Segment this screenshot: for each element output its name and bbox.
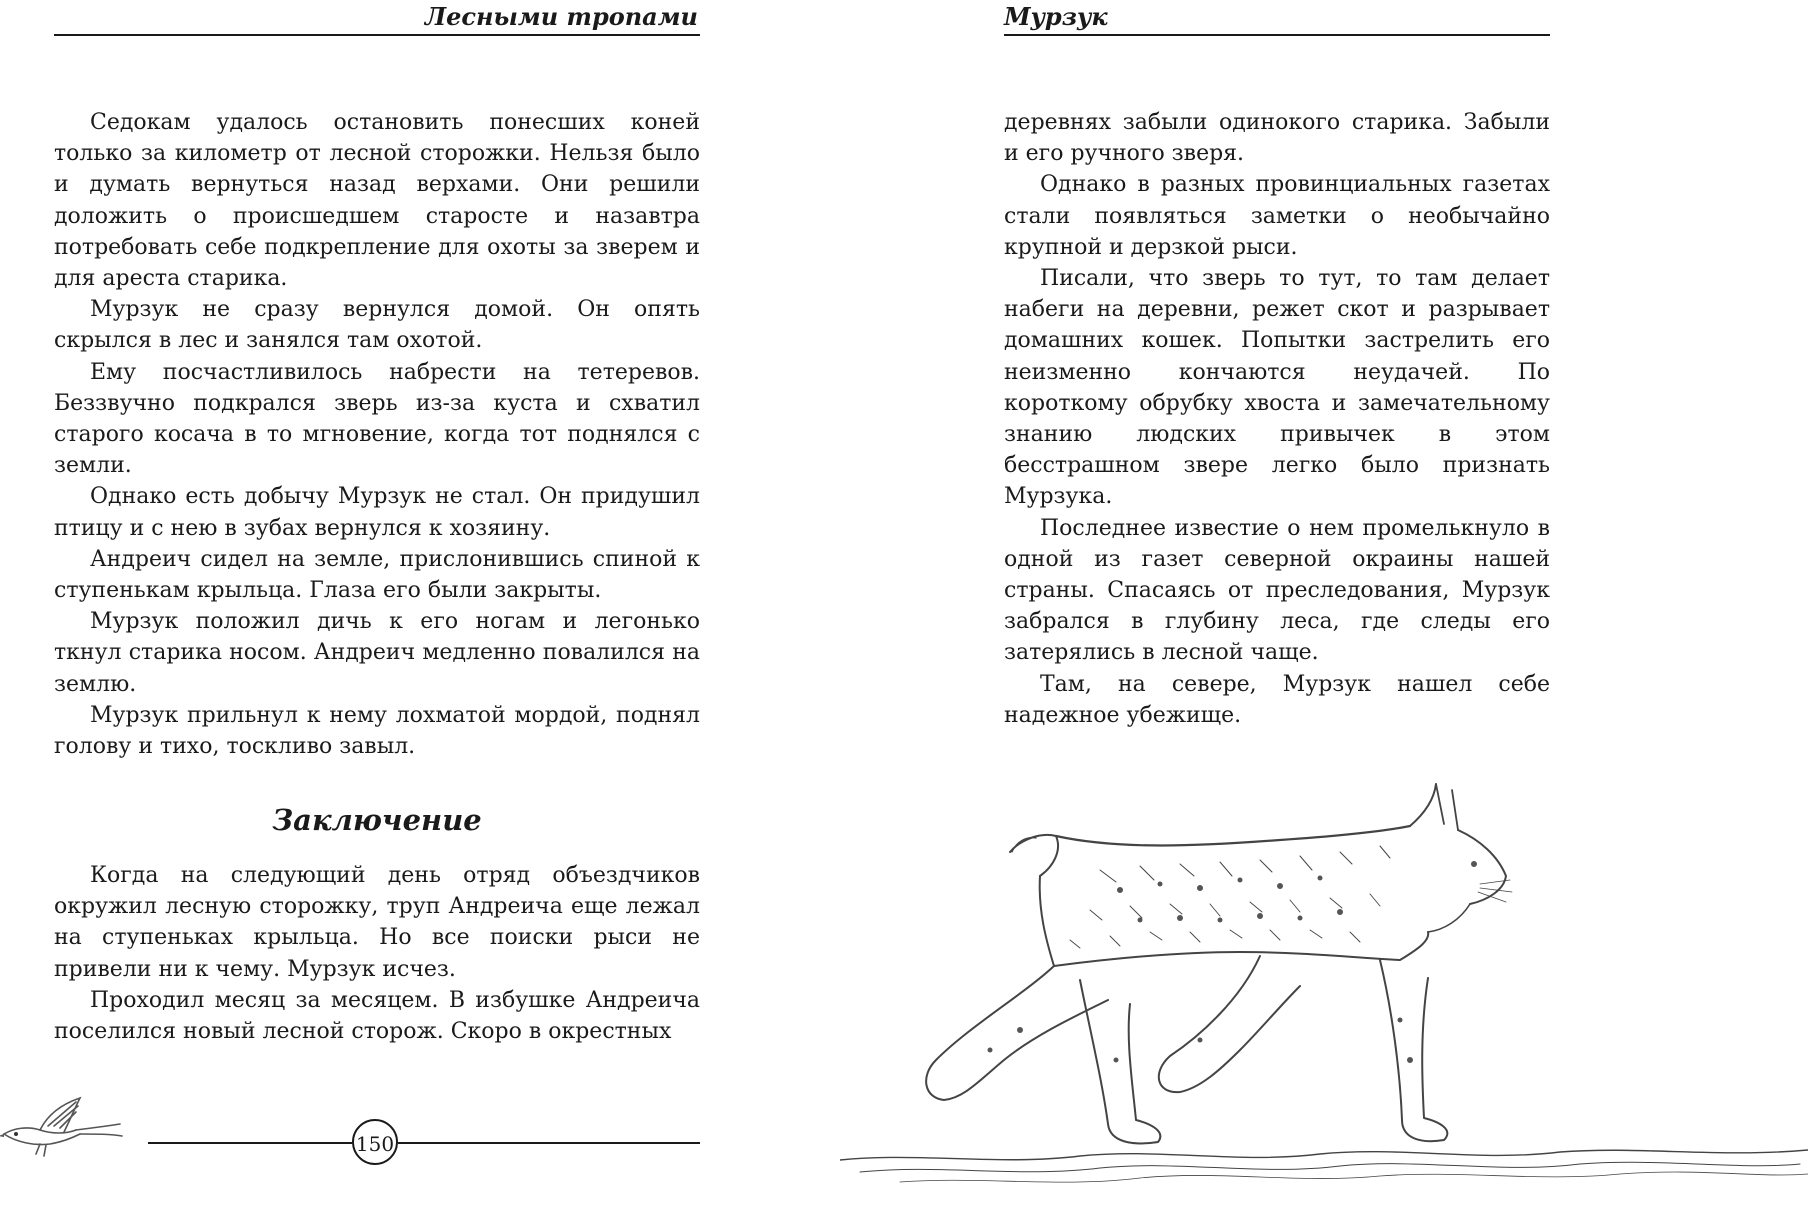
paragraph: Последнее известие о нем промелькнуло в одной из газет северной окраины нашей страны. Спасаясь от преследования, Мурзук забрался в глубину леса, где следы его затерялись в лесной чаще. bbox=[1004, 515, 1550, 666]
paragraph: Мурзук прильнул к нему лохматой мордой, поднял голову и тихо, тоскливо завыл. bbox=[54, 702, 700, 760]
paragraph: Когда на следующий день отряд объездчиков окружил лесную сторожку, труп Андреича еще лежал на ступеньках крыльца. Но все поиски рыси не привели ни к чему. Мурзук исчез. bbox=[54, 863, 700, 982]
right-text-column bbox=[1004, 107, 1550, 731]
section-title: Заключение bbox=[272, 803, 482, 837]
lynx-eye-icon bbox=[1471, 861, 1477, 867]
lynx-illustration bbox=[840, 780, 1808, 1208]
paragraph-continuation: деревнях забыли одинокого старика. Забыли и его ручного зверя. bbox=[1004, 110, 1550, 167]
paragraph: Писали, что зверь то тут, то там делает набеги на деревни, режет скот и разрывает домашних кошек. Попытки застрелить его неизменно кончаются неудачей. По короткому обрубку хвоста и замечательному знанию людских привычек в этом бесстрашном звере легко было признать Мурзука. bbox=[1004, 266, 1550, 510]
paragraph: Мурзук не сразу вернулся домой. Он опять скрылся в лес и занялся там охотой. bbox=[54, 297, 700, 354]
paragraph: Андреич сидел на земле, прислонившись спиной к ступенькам крыльца. Глаза его были закрыты. bbox=[54, 546, 700, 604]
paragraph: Мурзук положил дичь к его ногам и легонько ткнул старика носом. Андреич медленно повалился на землю. bbox=[54, 609, 700, 697]
header-rule bbox=[1004, 34, 1550, 36]
left-text-column bbox=[54, 107, 700, 762]
paragraph: Однако есть добычу Мурзук не стал. Он придушил птицу и с нею в зубах вернулся к хозяину. bbox=[54, 484, 700, 541]
header-rule bbox=[54, 34, 700, 36]
paragraph: Однако в разных провинциальных газетах стали появляться заметки о необычайно крупной и дерзкой рыси. bbox=[1004, 172, 1550, 260]
paragraph: Проходил месяц за месяцем. В избушке Андреича поселился новый лесной сторож. Скоро в окрестных bbox=[54, 987, 700, 1045]
footer-rule bbox=[148, 1142, 352, 1144]
paragraph: Ему посчастливилось набрести на тетеревов. Беззвучно подкрался зверь из-за куста и схватил старого косача в то мгновение, когда тот поднялся с земли. bbox=[54, 359, 700, 479]
footer-rule bbox=[398, 1142, 700, 1144]
paragraph: Седокам удалось остановить понесших коней только за километр от лесной сторожки. Нельзя было и думать вернуться назад верхами. Они решили доложить о происшедшем старосте и назавтра потребовать себе подкрепление для охоты за зверем и для ареста старика. bbox=[54, 110, 700, 292]
page-number: 150 bbox=[352, 1119, 398, 1165]
section-text-column bbox=[54, 860, 700, 1047]
paragraph: Там, на севере, Мурзук нашел себе надежное убежище. bbox=[1004, 671, 1550, 728]
bird-eye-icon bbox=[14, 1132, 18, 1136]
running-head-right: Мурзук bbox=[1004, 2, 1108, 31]
running-head-left: Лесными тропами bbox=[424, 2, 698, 31]
bird-illustration bbox=[0, 1090, 124, 1170]
